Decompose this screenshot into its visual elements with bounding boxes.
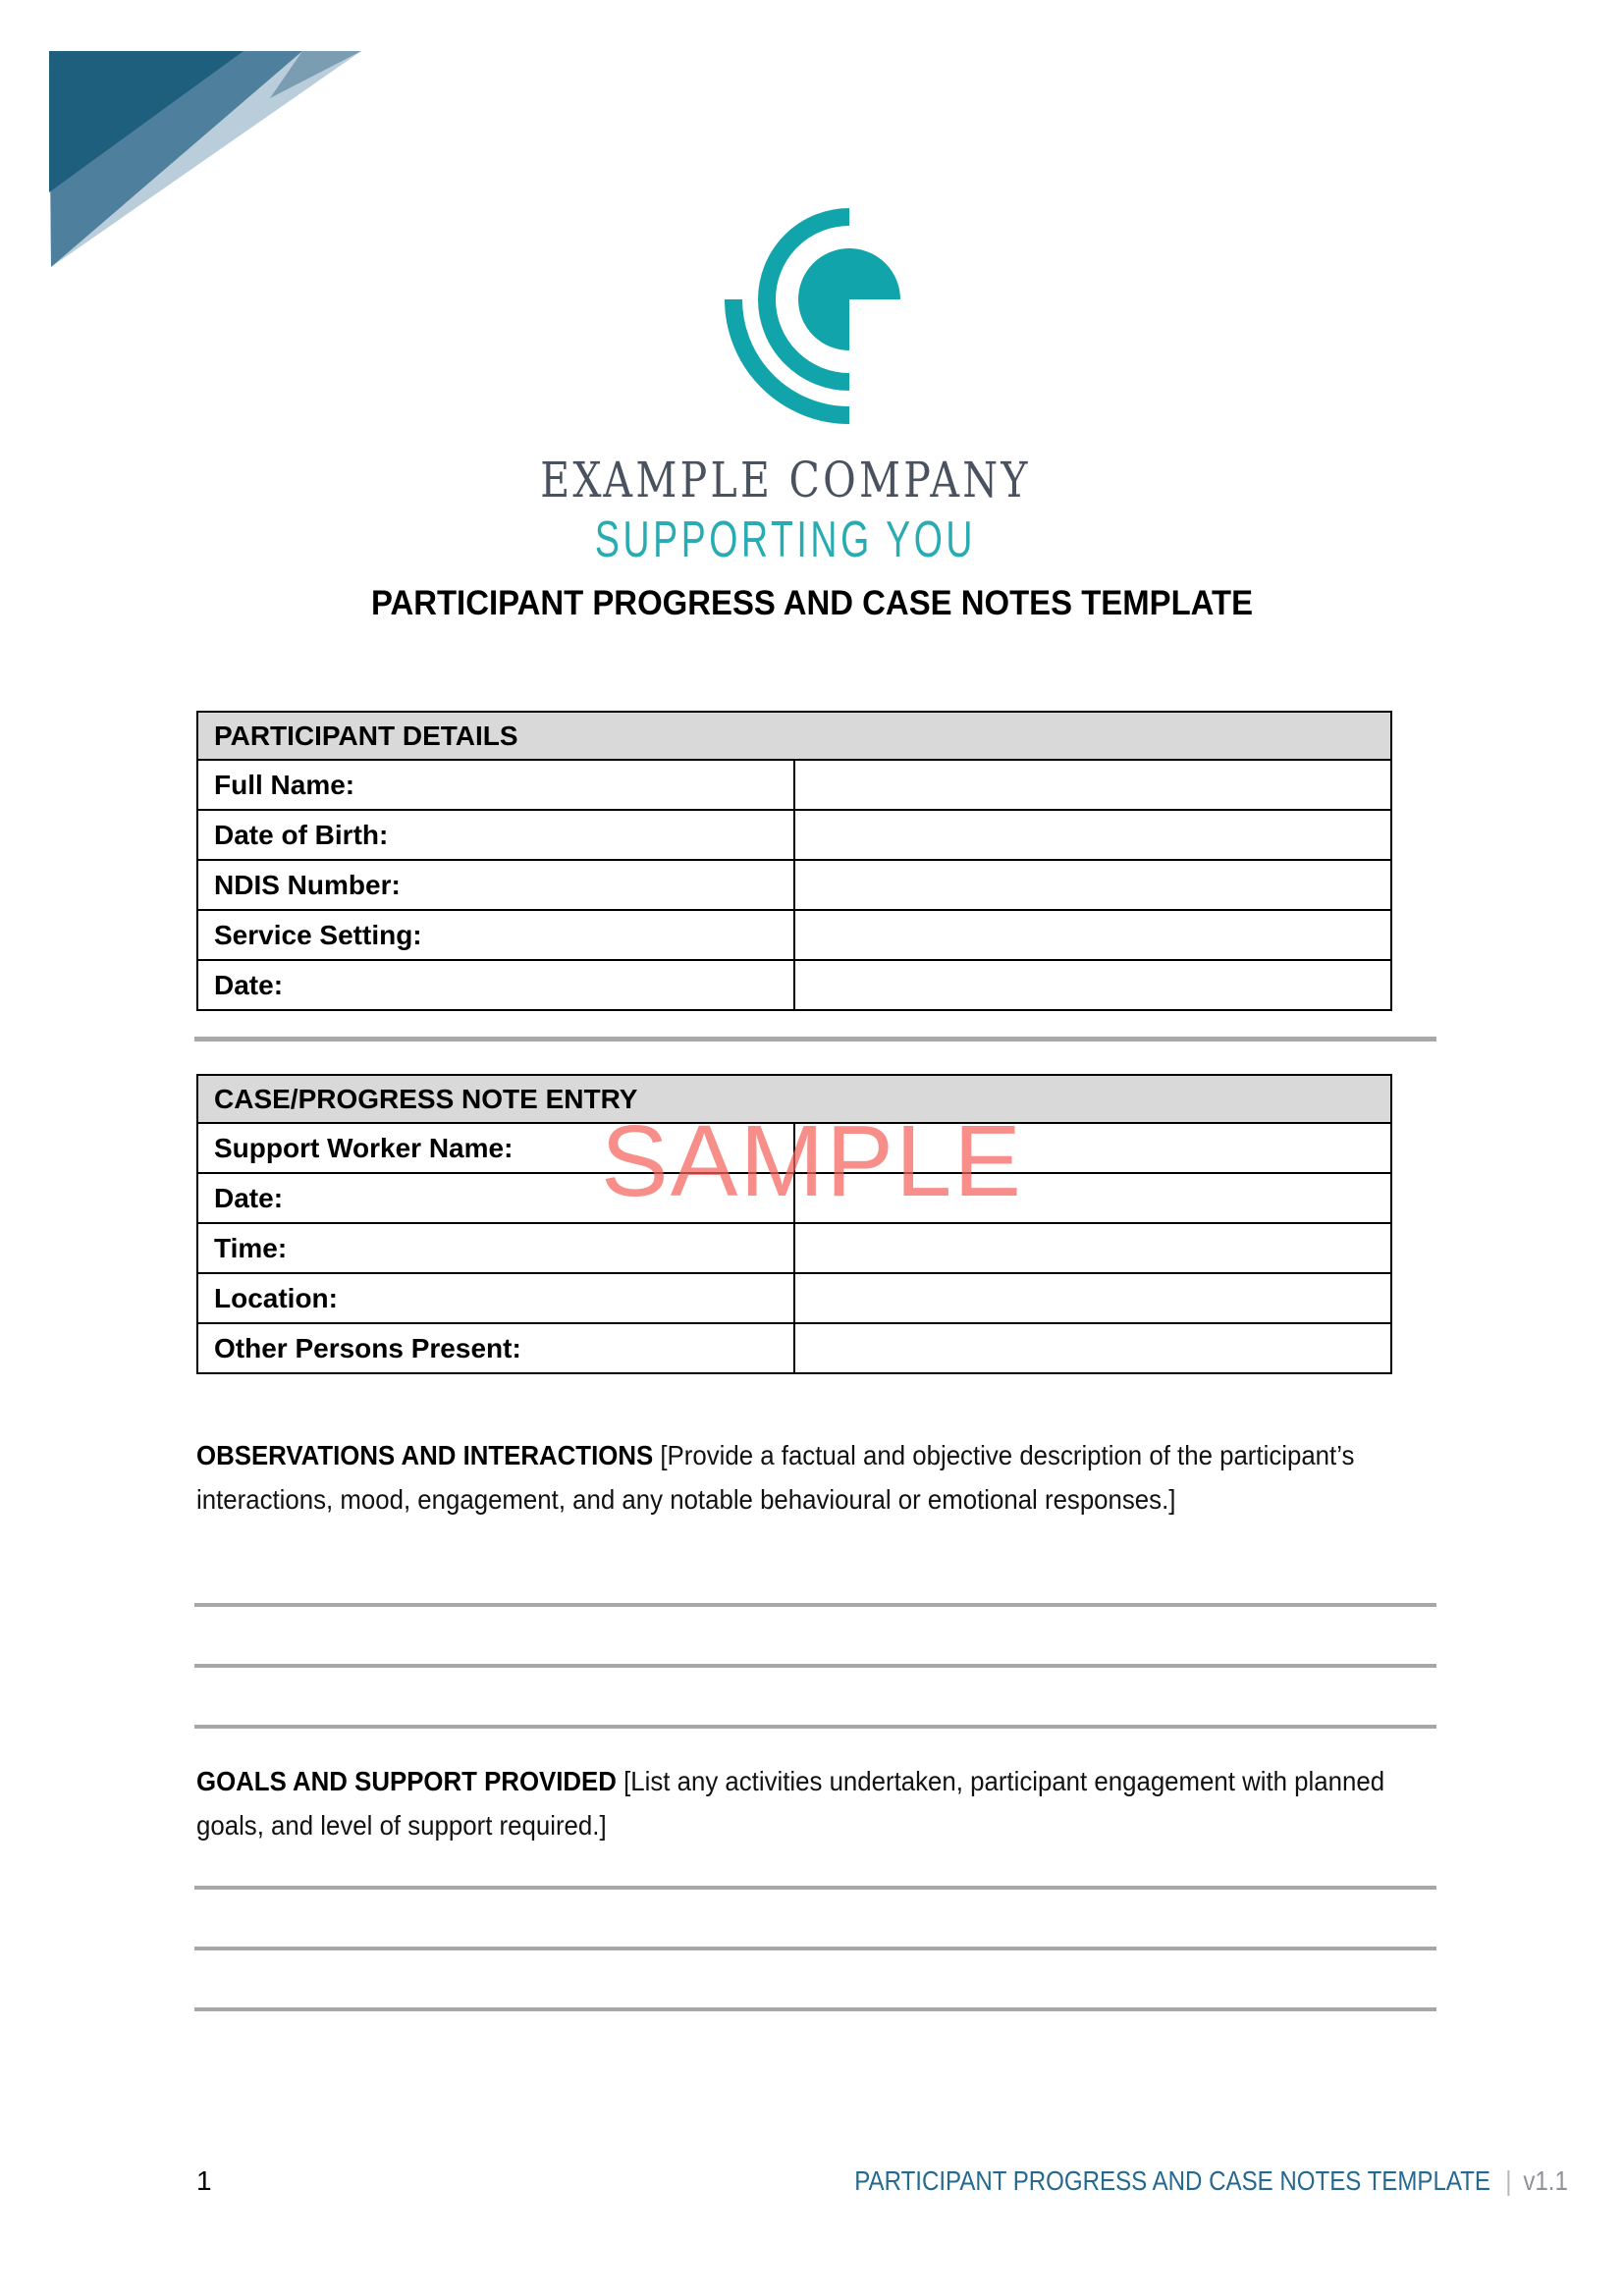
field-label: Service Setting: xyxy=(197,910,794,960)
field-value-cell[interactable] xyxy=(794,960,1391,1010)
section-divider xyxy=(194,1037,1436,1041)
writing-line[interactable] xyxy=(194,1886,1436,1890)
company-tagline: SUPPORTING YOU xyxy=(594,511,977,568)
table-header-row xyxy=(197,712,1391,760)
field-label: Location: xyxy=(197,1273,794,1323)
observations-instructions: [Provide a factual and objective description of the participant’s interactions, mood, engagement, and any notable behavioural or emotional responses.] xyxy=(196,1440,1355,1515)
table-row xyxy=(197,1273,1391,1323)
goals-section xyxy=(196,1759,1436,1847)
company-name: EXAMPLE COMPANY xyxy=(540,452,1031,508)
field-label: Date: xyxy=(197,960,794,1010)
table-row xyxy=(197,960,1391,1010)
footer xyxy=(854,2165,1568,2197)
goals-heading: GOALS AND SUPPORT PROVIDED xyxy=(196,1766,624,1796)
field-value-cell[interactable] xyxy=(794,760,1391,810)
writing-line[interactable] xyxy=(194,1664,1436,1668)
participant-details-table xyxy=(196,711,1392,1011)
company-logo xyxy=(722,172,977,427)
goals-instructions: [List any activities undertaken, participant engagement with planned goals, and level of support required.] xyxy=(196,1766,1385,1841)
footer-doc-title: PARTICIPANT PROGRESS AND CASE NOTES TEMPLATE xyxy=(854,2165,1491,2196)
field-value-cell[interactable] xyxy=(794,1223,1391,1273)
field-label: NDIS Number: xyxy=(197,860,794,910)
footer-separator: | xyxy=(1505,2165,1512,2196)
observations-section xyxy=(196,1433,1436,1522)
writing-line[interactable] xyxy=(194,1947,1436,1950)
case-progress-note-header: CASE/PROGRESS NOTE ENTRY xyxy=(197,1075,1391,1123)
table-row xyxy=(197,860,1391,910)
field-label: Support Worker Name: xyxy=(197,1123,794,1173)
field-value-cell[interactable] xyxy=(794,860,1391,910)
document-title: PARTICIPANT PROGRESS AND CASE NOTES TEMPLATE xyxy=(370,584,1254,622)
table-row xyxy=(197,910,1391,960)
field-label: Other Persons Present: xyxy=(197,1323,794,1373)
sample-watermark: SAMPLE xyxy=(601,1104,1023,1217)
writing-line[interactable] xyxy=(194,1603,1436,1607)
field-label: Full Name: xyxy=(197,760,794,810)
writing-line[interactable] xyxy=(194,1725,1436,1729)
table-row xyxy=(197,1223,1391,1273)
field-value-cell[interactable] xyxy=(794,1273,1391,1323)
writing-line[interactable] xyxy=(194,2007,1436,2011)
field-value-cell[interactable] xyxy=(794,1323,1391,1373)
participant-details-header: PARTICIPANT DETAILS xyxy=(197,712,1391,760)
table-row xyxy=(197,810,1391,860)
field-label: Date of Birth: xyxy=(197,810,794,860)
table-row xyxy=(197,1323,1391,1373)
corner-decoration xyxy=(49,51,361,267)
field-value-cell[interactable] xyxy=(794,910,1391,960)
field-label: Time: xyxy=(197,1223,794,1273)
observations-heading: OBSERVATIONS AND INTERACTIONS xyxy=(196,1440,661,1470)
field-label: Date: xyxy=(197,1173,794,1223)
page-number: 1 xyxy=(196,2165,212,2196)
table-row xyxy=(197,760,1391,810)
field-value-cell[interactable] xyxy=(794,810,1391,860)
footer-version: v1.1 xyxy=(1523,2165,1568,2196)
